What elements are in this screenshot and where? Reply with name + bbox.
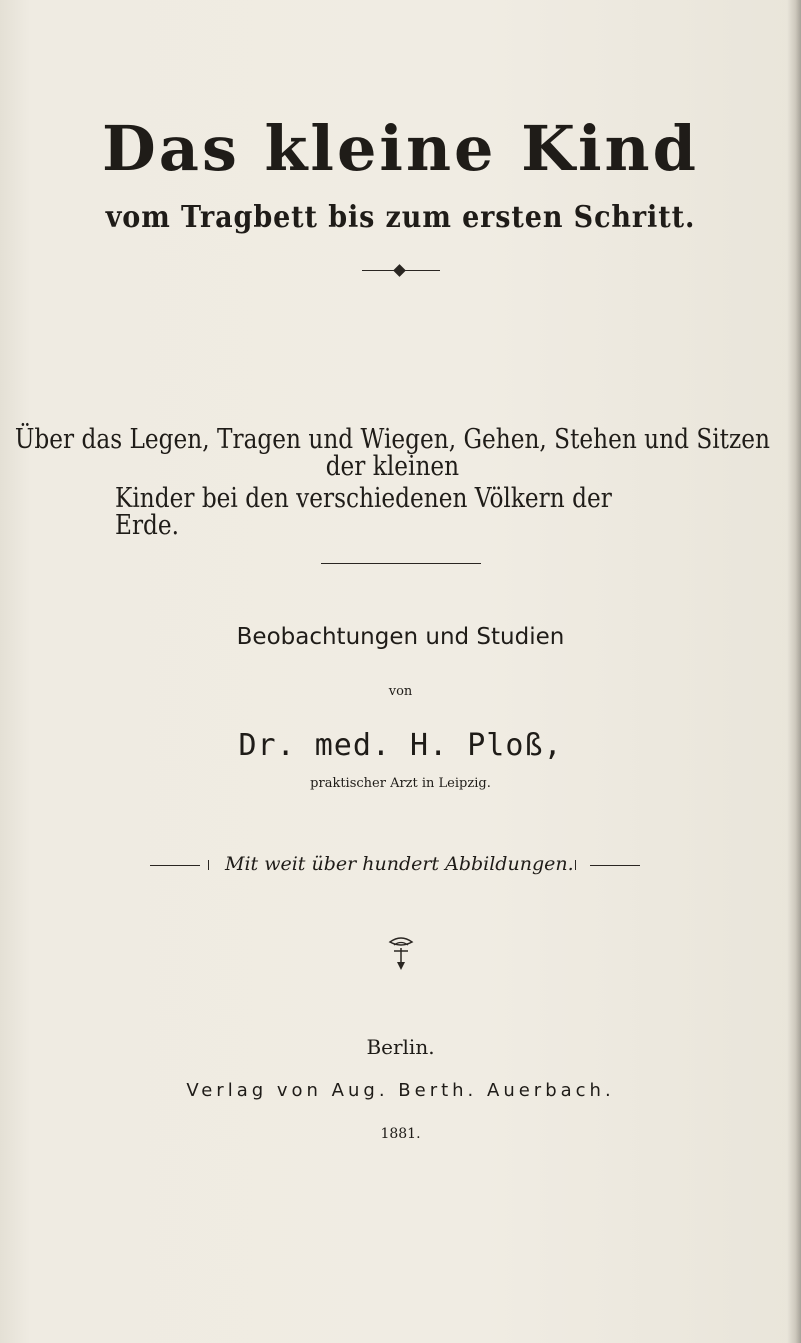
divider-rule xyxy=(321,563,481,564)
illustrations-note: Mit weit über hundert Abbildungen. xyxy=(225,853,574,875)
by-line: von xyxy=(388,684,413,699)
ornament-diamond-icon xyxy=(393,264,406,277)
illustrations-rule-right xyxy=(590,865,640,866)
illustrations-tick-right xyxy=(575,860,582,870)
illustrations-tick-left xyxy=(208,860,215,870)
description-line-1: Über das Legen, Tragen und Wiegen, Gehen, Stehen und Sitzen der kleinen xyxy=(14,424,770,482)
book-title: Das kleine Kind xyxy=(102,112,699,185)
publisher: Verlag von Aug. Berth. Auerbach. xyxy=(186,1080,615,1101)
publication-year: 1881. xyxy=(380,1126,421,1142)
publication-city: Berlin. xyxy=(366,1035,435,1059)
description-line-2: Kinder bei den verschiedenen Völkern der Erde. xyxy=(115,483,612,541)
illustrations-rule-left xyxy=(150,865,200,866)
printer-mark-icon xyxy=(386,936,416,972)
studies-line: Beobachtungen und Studien xyxy=(236,624,565,650)
author-title: praktischer Arzt in Leipzig. xyxy=(310,776,491,791)
book-subtitle: vom Tragbett bis zum ersten Schritt. xyxy=(105,200,696,235)
author-name: Dr. med. H. Ploß, xyxy=(238,728,563,763)
